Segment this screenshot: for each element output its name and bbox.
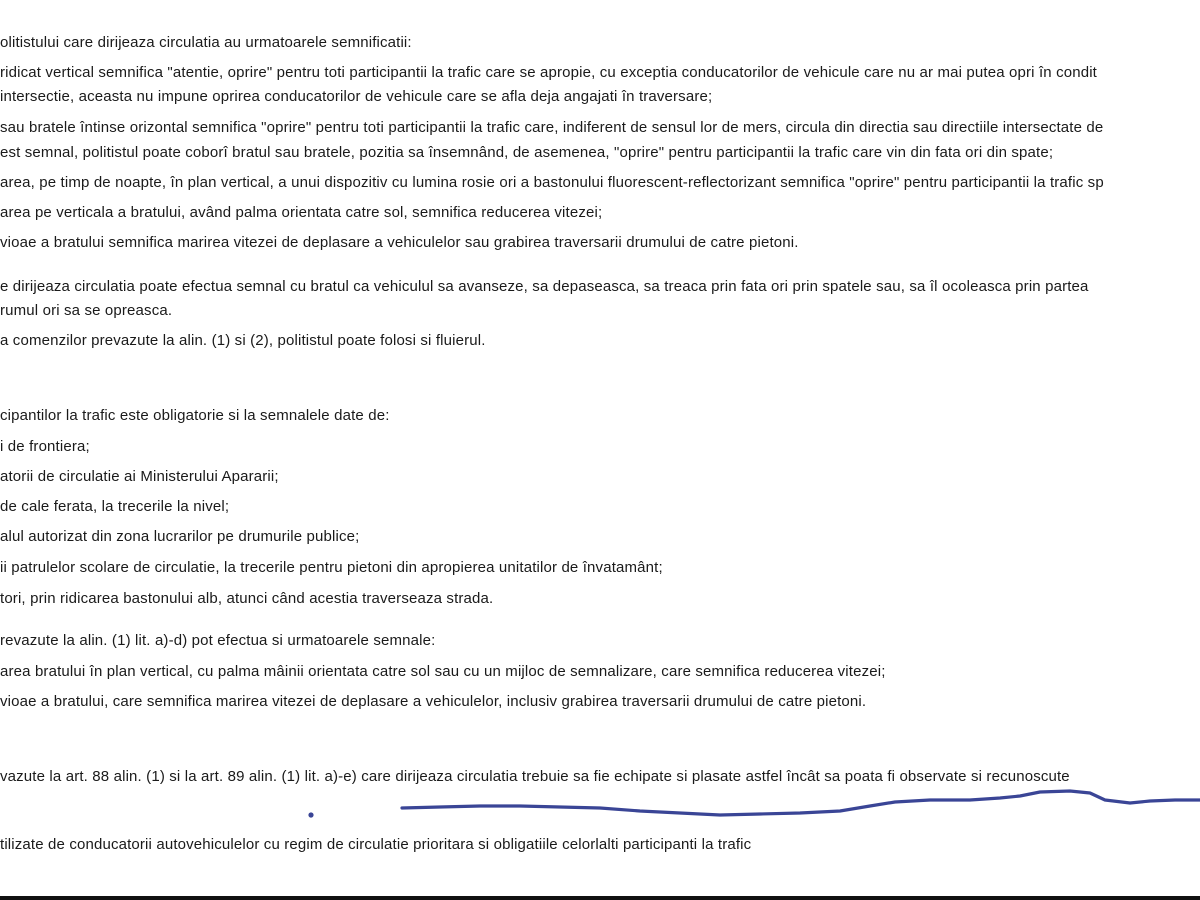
text-line-16: alul autorizat din zona lucrarilor pe drumurile publice; bbox=[0, 528, 360, 545]
text-line-11: a comenzilor prevazute la alin. (1) si (2), politistul poate folosi si fluierul. bbox=[0, 332, 486, 349]
text-line-2: ridicat vertical semnifica "atentie, oprire" pentru toti participantii la trafic care se apropie, cu exceptia conducatorilor de vehicule care nu ar mai putea opri în condit bbox=[0, 64, 1097, 81]
pen-underline-stroke bbox=[402, 791, 1200, 815]
text-line-18: tori, prin ridicarea bastonului alb, atunci când acestia traverseaza strada. bbox=[0, 590, 494, 607]
text-line-15: de cale ferata, la trecerile la nivel; bbox=[0, 498, 230, 515]
text-line-22: vazute la art. 88 alin. (1) si la art. 89 alin. (1) lit. a)-e) care dirijeaza circulatia trebuie sa fie echipate si plasate astfel încât sa poata fi observate si recunoscute bbox=[0, 768, 1070, 785]
text-line-5: est semnal, politistul poate coborî bratul sau bratele, pozitia sa însemnând, de asemenea, "oprire" pentru participantii la trafic care vin din fata ori din spate; bbox=[0, 144, 1054, 161]
text-line-20: area bratului în plan vertical, cu palma mâinii orientata catre sol sau cu un mijloc de semnalizare, care semnifica reducerea vitezei; bbox=[0, 663, 886, 680]
text-line-7: area pe verticala a bratului, având palma orientata catre sol, semnifica reducerea vitezei; bbox=[0, 204, 603, 221]
text-line-1: olitistului care dirijeaza circulatia au urmatoarele semnificatii: bbox=[0, 34, 412, 51]
text-line-14: atorii de circulatie ai Ministerului Apararii; bbox=[0, 468, 279, 485]
page-bottom-border bbox=[0, 896, 1200, 900]
text-line-21: vioae a bratului, care semnifica marirea vitezei de deplasare a vehiculelor, inclusiv grabirea traversarii drumului de catre pietoni. bbox=[0, 693, 867, 710]
text-line-17: ii patrulelor scolare de circulatie, la trecerile pentru pietoni din apropierea unitatilor de învatamânt; bbox=[0, 559, 663, 576]
text-line-6: area, pe timp de noapte, în plan vertical, a unui dispozitiv cu lumina rosie ori a bastonului fluorescent-reflectorizant semnifica "oprire" pentru participantii la trafic sp bbox=[0, 174, 1104, 191]
text-line-19: revazute la alin. (1) lit. a)-d) pot efectua si urmatoarele semnale: bbox=[0, 632, 436, 649]
text-line-8: vioae a bratului semnifica marirea vitezei de deplasare a vehiculelor sau grabirea traversarii drumului de catre pietoni. bbox=[0, 234, 799, 251]
text-line-4: sau bratele întinse orizontal semnifica "oprire" pentru toti participantii la trafic care, indiferent de sensul lor de mers, circula din directia sau directiile intersectate de bbox=[0, 119, 1104, 136]
text-line-9: e dirijeaza circulatia poate efectua semnal cu bratul ca vehiculul sa avanseze, sa depaseasca, sa treaca prin fata ori prin spatele sau, sa îl ocoleasca prin partea bbox=[0, 278, 1089, 295]
text-line-10: rumul ori sa se opreasca. bbox=[0, 302, 173, 319]
text-line-13: i de frontiera; bbox=[0, 438, 90, 455]
text-line-23: tilizate de conducatorii autovehiculelor cu regim de circulatie prioritara si obligatiile celorlalti participanti la trafic bbox=[0, 836, 752, 853]
text-line-3: intersectie, aceasta nu impune oprirea conducatorilor de vehicule care se afla deja angajati în traversare; bbox=[0, 88, 713, 105]
pen-dot bbox=[308, 812, 313, 817]
text-line-12: cipantilor la trafic este obligatorie si la semnalele date de: bbox=[0, 407, 390, 424]
